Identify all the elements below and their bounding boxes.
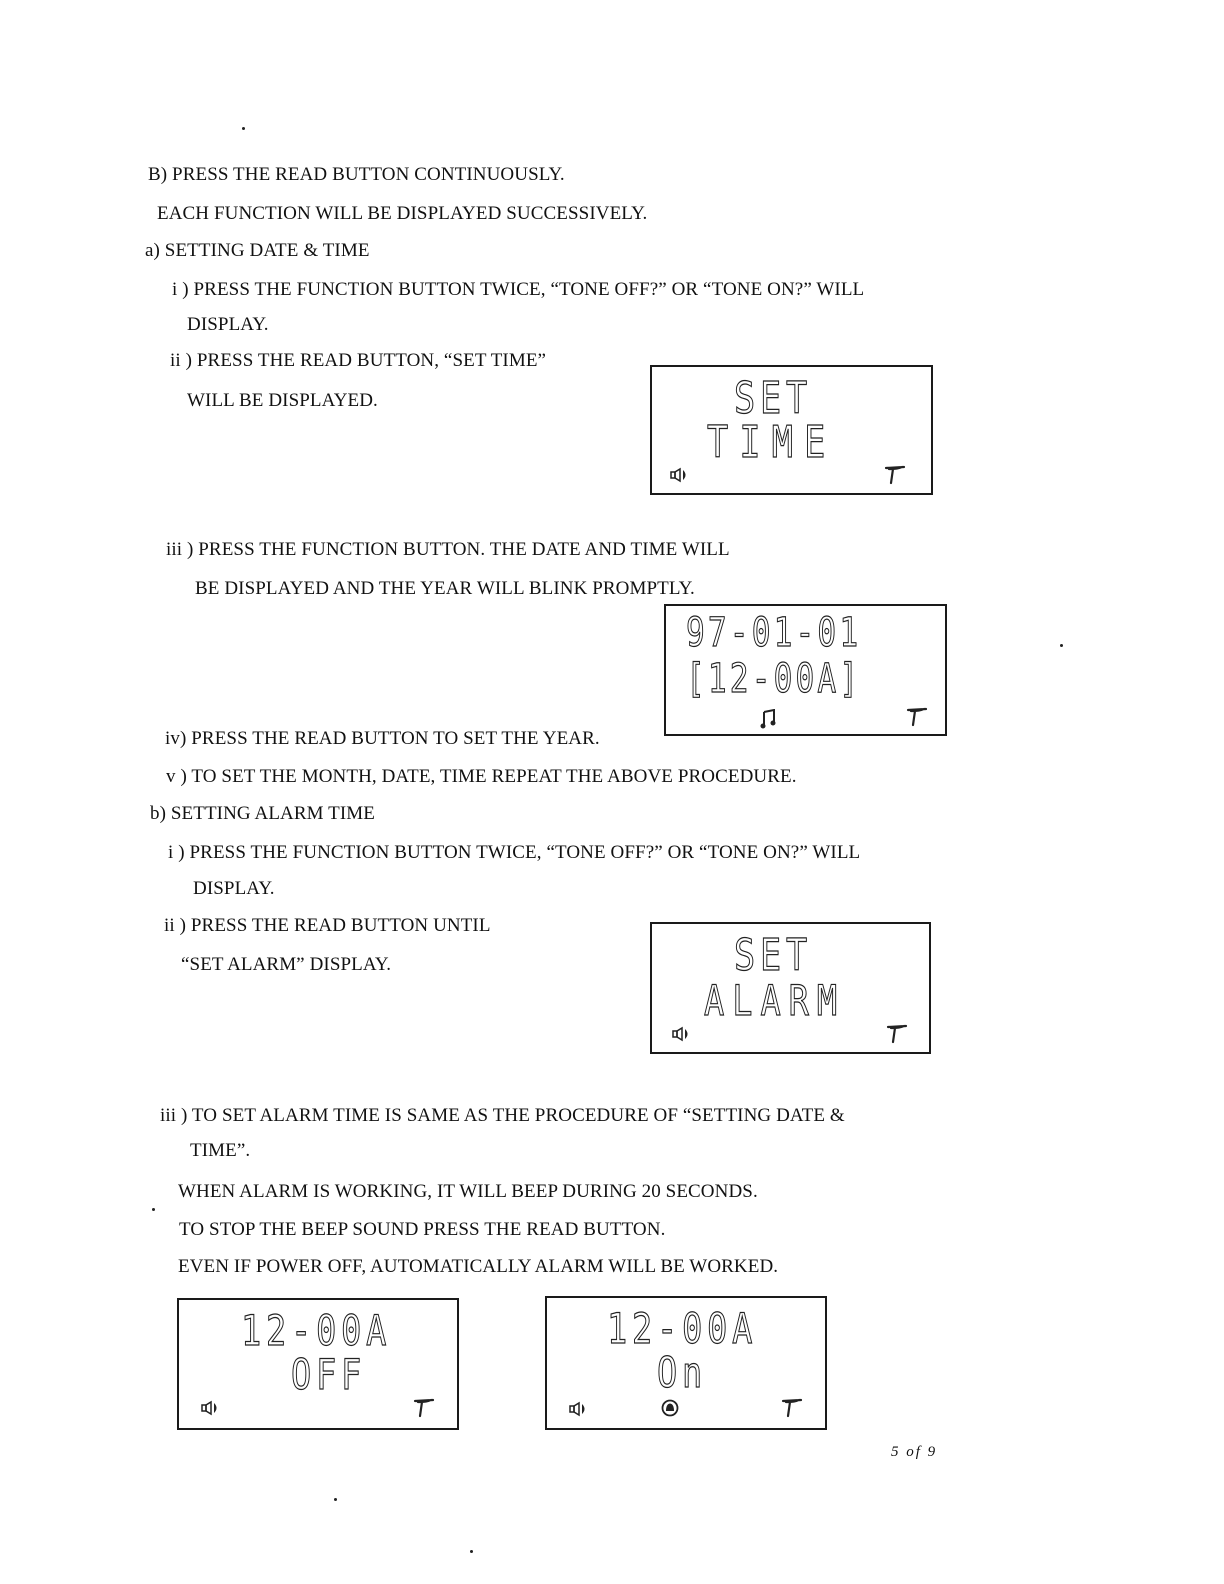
antenna-icon: [884, 465, 906, 485]
date-step-v: v ) TO SET THE MONTH, DATE, TIME REPEAT THE ABOVE PROCEDURE.: [166, 766, 797, 787]
scan-speck: [470, 1550, 473, 1553]
date-step-i-line2: DISPLAY.: [187, 314, 269, 335]
music-note-icon: [760, 709, 778, 729]
lcd-row2: [12-00A]: [686, 656, 862, 702]
section-heading-alarm: b) SETTING ALARM TIME: [150, 803, 375, 824]
lcd-row1: 12-00A: [607, 1304, 758, 1353]
lcd-set-time: [650, 365, 933, 495]
antenna-icon: [413, 1398, 435, 1418]
lcd-row2: TIME: [707, 417, 837, 468]
lcd-row1: 12-00A: [241, 1306, 392, 1355]
lcd-date-time: [664, 604, 947, 736]
intro-read-continuously: B) PRESS THE READ BUTTON CONTINUOUSLY.: [148, 164, 565, 185]
alarm-note-stop: TO STOP THE BEEP SOUND PRESS THE READ BUTTON.: [179, 1219, 666, 1240]
antenna-icon: [886, 1024, 908, 1044]
antenna-icon: [906, 707, 928, 727]
lcd-alarm-off: [177, 1298, 459, 1430]
date-step-iii-line2: BE DISPLAYED AND THE YEAR WILL BLINK PROMPTLY.: [195, 578, 695, 599]
date-step-ii-line2: WILL BE DISPLAYED.: [187, 390, 378, 411]
lcd-row1: SET: [734, 373, 812, 424]
date-step-iv: iv) PRESS THE READ BUTTON TO SET THE YEAR.: [165, 728, 600, 749]
scan-speck: [152, 1208, 155, 1211]
speaker-icon: [201, 1400, 221, 1416]
scan-speck: [242, 127, 245, 130]
alarm-step-ii-line2: “SET ALARM” DISPLAY.: [181, 954, 392, 975]
scan-speck: [334, 1498, 337, 1501]
alarm-step-ii-line1: ii ) PRESS THE READ BUTTON UNTIL: [164, 915, 491, 936]
date-step-iii-line1: iii ) PRESS THE FUNCTION BUTTON. THE DATE AND TIME WILL: [166, 539, 730, 560]
alarm-note-power: EVEN IF POWER OFF, AUTOMATICALLY ALARM WILL BE WORKED.: [178, 1256, 779, 1277]
date-step-ii-line1: ii ) PRESS THE READ BUTTON, “SET TIME”: [170, 350, 547, 371]
lcd-alarm-on: [545, 1296, 827, 1430]
alarm-note-beep: WHEN ALARM IS WORKING, IT WILL BEEP DURING 20 SECONDS.: [178, 1181, 758, 1202]
alarm-step-i-line2: DISPLAY.: [193, 878, 275, 899]
alarm-step-i-line1: i ) PRESS THE FUNCTION BUTTON TWICE, “TONE OFF?” OR “TONE ON?” WILL: [168, 842, 861, 863]
intro-each-function: EACH FUNCTION WILL BE DISPLAYED SUCCESSIVELY.: [157, 203, 648, 224]
speaker-icon: [672, 1026, 692, 1042]
speaker-icon: [670, 467, 690, 483]
lcd-row2: On: [657, 1348, 708, 1397]
page-number: 5 of 9: [891, 1444, 938, 1460]
lcd-row2: OFF: [291, 1350, 367, 1399]
date-step-i-line1: i ) PRESS THE FUNCTION BUTTON TWICE, “TONE OFF?” OR “TONE ON?” WILL: [172, 279, 865, 300]
alarm-step-iii-line1: iii ) TO SET ALARM TIME IS SAME AS THE PROCEDURE OF “SETTING DATE &: [160, 1105, 845, 1126]
speaker-icon: [569, 1401, 589, 1417]
lcd-row1: SET: [734, 930, 812, 981]
antenna-icon: [781, 1398, 803, 1418]
scan-speck: [1060, 644, 1063, 647]
lcd-row1: 97-01-01: [686, 610, 862, 656]
section-heading-date-time: a) SETTING DATE & TIME: [145, 240, 370, 261]
alarm-step-iii-line2: TIME”.: [190, 1140, 251, 1161]
lcd-set-alarm: [650, 922, 931, 1054]
lcd-row2: ALARM: [704, 976, 846, 1025]
alarm-bell-icon: [661, 1399, 679, 1417]
